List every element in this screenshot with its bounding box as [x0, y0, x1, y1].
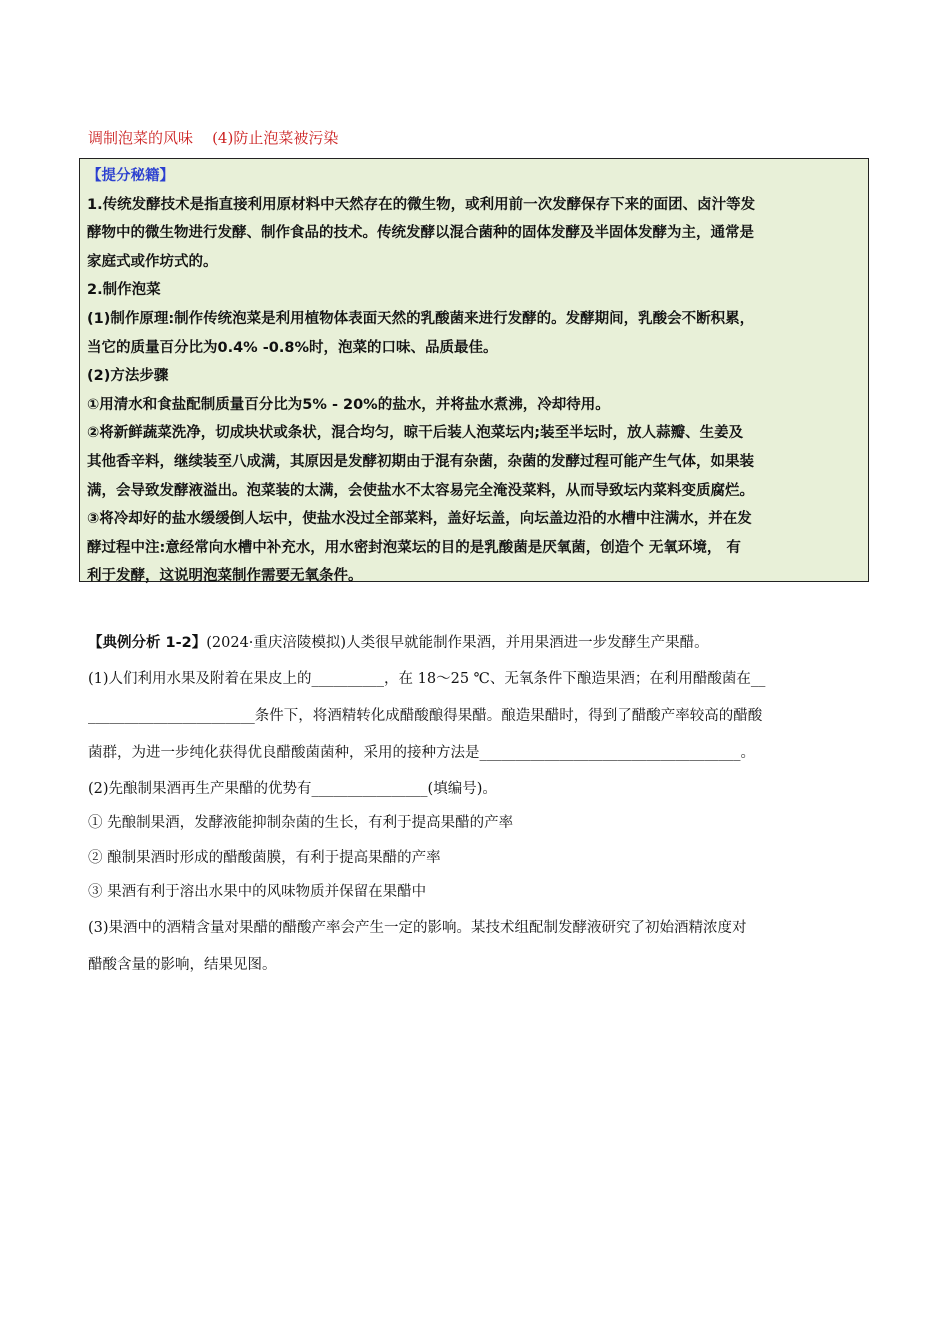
question-line: (3)果酒中的酒精含量对果醋的醋酸产率会产生一定的影响。某技术组配制发酵液研究了初始酒精浓度对	[88, 919, 747, 936]
tip-line: 当它的质量百分比为0.4% -0.8%时，泡菜的口味、品质最佳。	[87, 339, 498, 356]
option-line: ③ 果酒有利于溶出水果中的风味物质并保留在果醋中	[88, 884, 427, 900]
tip-line: (2)方法步骤	[87, 368, 169, 385]
tip-box	[79, 158, 869, 585]
tip-line: ①用清水和食盐配制质量百分比为5% - 20%的盐水，并将盐水煮沸，冷却待用。	[87, 396, 610, 413]
example-intro: (2024·重庆涪陵模拟)人类很早就能制作果酒，并用果酒进一步发酵生产果醋。	[206, 635, 709, 651]
question-line: _______________________条件下，将酒精转化成醋酸酿得果醋。酿造果醋时，得到了醋酸产率较高的醋酸	[88, 707, 763, 724]
example-header	[88, 626, 868, 661]
question-line: 醋酸含量的影响，结果见图。	[88, 956, 277, 973]
tip-line: 2.制作泡菜	[87, 282, 161, 299]
tip-line: 其他香辛料，继续装至八成满，其原因是发酵初期由于混有杂菌，杂菌的发酵过程可能产生气体，如果装	[87, 453, 754, 470]
tip-line: ③将冷却好的盐水缓缓倒人坛中，使盐水没过全部菜料，盖好坛盖，向坛盖边沿的水槽中注满水，并在发	[87, 511, 752, 528]
tip-line: 家庭式或作坊式的。	[87, 253, 218, 270]
tip-line: 酵过程中注:意经常向水槽中补充水，用水密封泡菜坛的目的是乳酸菌是厌氧菌，创造个 无氧环境， 有	[87, 539, 741, 556]
tip-line: 酵物中的微生物进行发酵、制作食品的技术。传统发酵以混合菌种的固体发酵及半固体发酵为主，通常是	[87, 225, 754, 242]
tip-box-title: 【提分秘籍】	[87, 168, 174, 184]
option-line: ② 酿制果酒时形成的醋酸菌膜，有利于提高果醋的产率	[88, 849, 441, 866]
example-section	[88, 626, 868, 984]
tip-line: 满，会导致发酵液溢出。泡菜装的太满，会使盐水不太容易完全淹没菜料，从而导致坛内菜料变质腐烂。	[87, 482, 754, 499]
example-tag: 【典例分析 1-2】	[88, 635, 207, 651]
question-line: (2)先酿制果酒再生产果醋的优势有________________(填编号)。	[88, 780, 497, 797]
tip-line: 1.传统发酵技术是指直接利用原材料中天然存在的微生物，或利用前一次发酵保存下来的面团、卤汁等发	[87, 196, 756, 213]
option-line: ① 先酿制果酒，发酵液能抑制杂菌的生长，有利于提高果醋的产率	[88, 815, 514, 831]
tip-line: (1)制作原理:制作传统泡菜是利用植物体表面天然的乳酸菌来进行发酵的。发酵期间，乳酸会不断积累，	[87, 310, 755, 327]
question-line: 菌群，为进一步纯化获得优良醋酸菌菌种，采用的接种方法是____________________________________。	[88, 744, 755, 761]
question-line: (1)人们利用水果及附着在果皮上的__________，在 18～25 ℃、无氧条件下酿造果酒；在利用醋酸菌在__	[88, 670, 766, 687]
answer-line: 调制泡菜的风味 (4)防止泡菜被污染	[88, 129, 339, 147]
tip-line: ②将新鲜蔬菜洗净，切成块状或条状，混合均匀，晾干后装人泡菜坛内;装至半坛时，放人蒜瓣、生姜及	[87, 425, 744, 442]
tip-line: 利于发酵，这说明泡菜制作需要无氧条件。	[87, 568, 363, 585]
